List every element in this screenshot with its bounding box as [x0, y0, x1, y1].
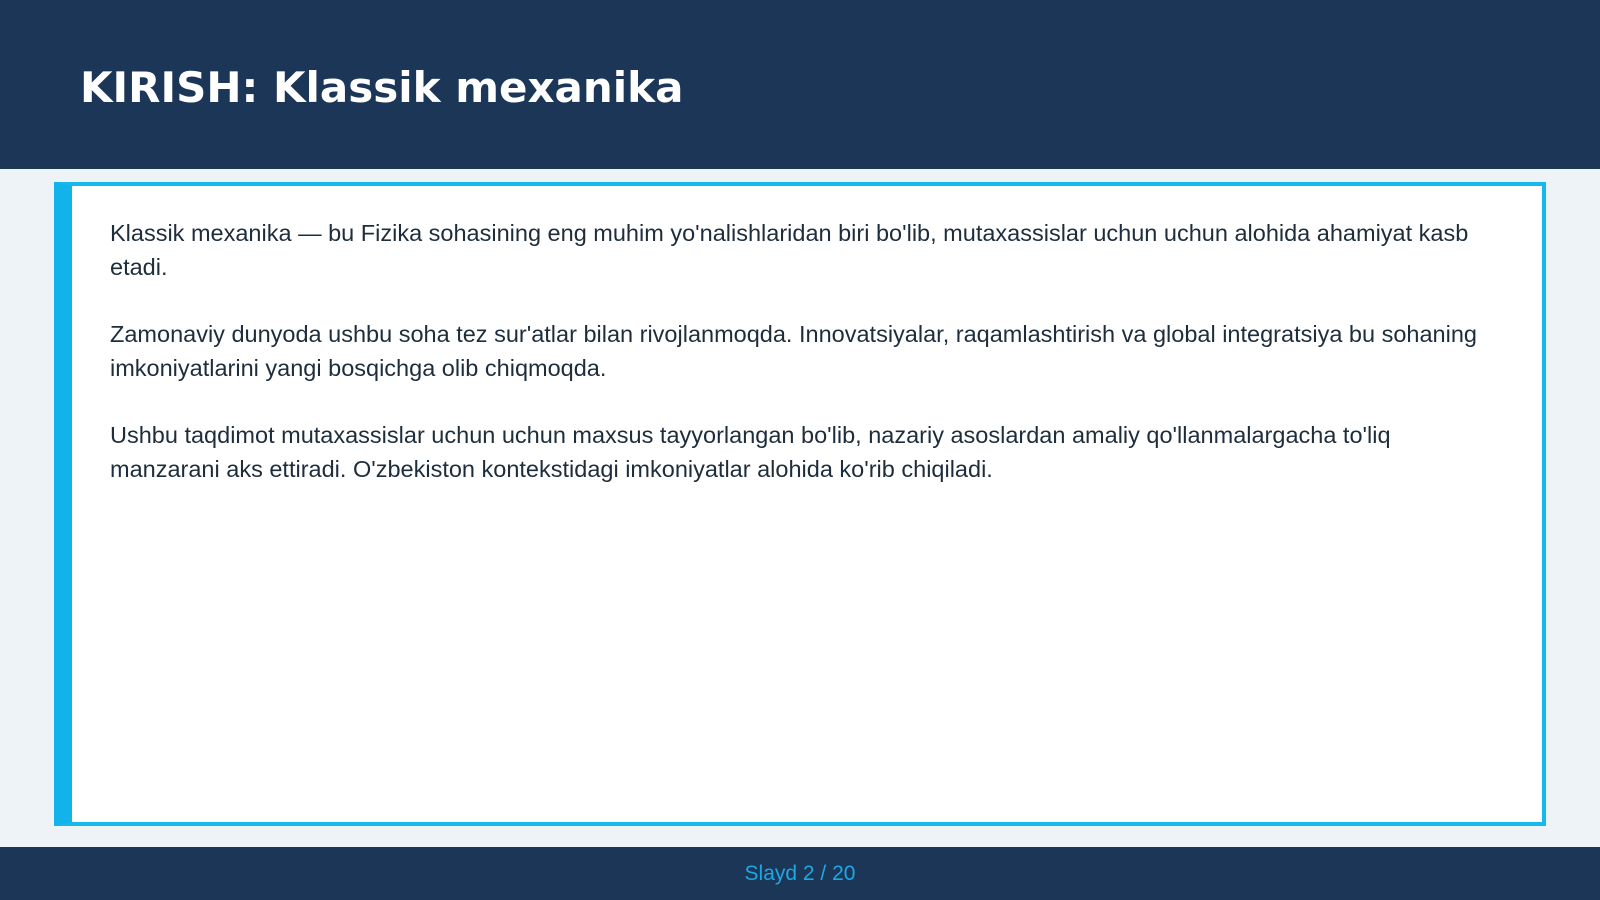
slide-footer [0, 847, 1600, 900]
paragraph-intro: Klassik mexanika — bu Fizika sohasining eng muhim yo'nalishlaridan biri bo'lib, mutaxassislar uchun uchun alohida ahamiyat kasb etadi. [110, 220, 1469, 280]
paragraph-presentation-scope: Ushbu taqdimot mutaxassislar uchun uchun maxsus tayyorlangan bo'lib, nazariy asoslardan amaliy qo'llanmalargacha to'liq manzarani aks ettiradi. O'zbekiston kontekstidagi imkoniyatlar alohida ko'rib chiqiladi. [110, 422, 1391, 482]
slide-number: Slayd 2 / 20 [744, 862, 856, 885]
slide-title: KIRISH: Klassik mexanika [80, 63, 684, 112]
slide-header [0, 0, 1600, 169]
content-card [54, 182, 1546, 826]
paragraph-modern-world: Zamonaviy dunyoda ushbu soha tez sur'atlar bilan rivojlanmoqda. Innovatsiyalar, raqamlashtirish va global integratsiya bu sohaning imkoniyatlarini yangi bosqichga olib chiqmoqda. [110, 321, 1477, 381]
